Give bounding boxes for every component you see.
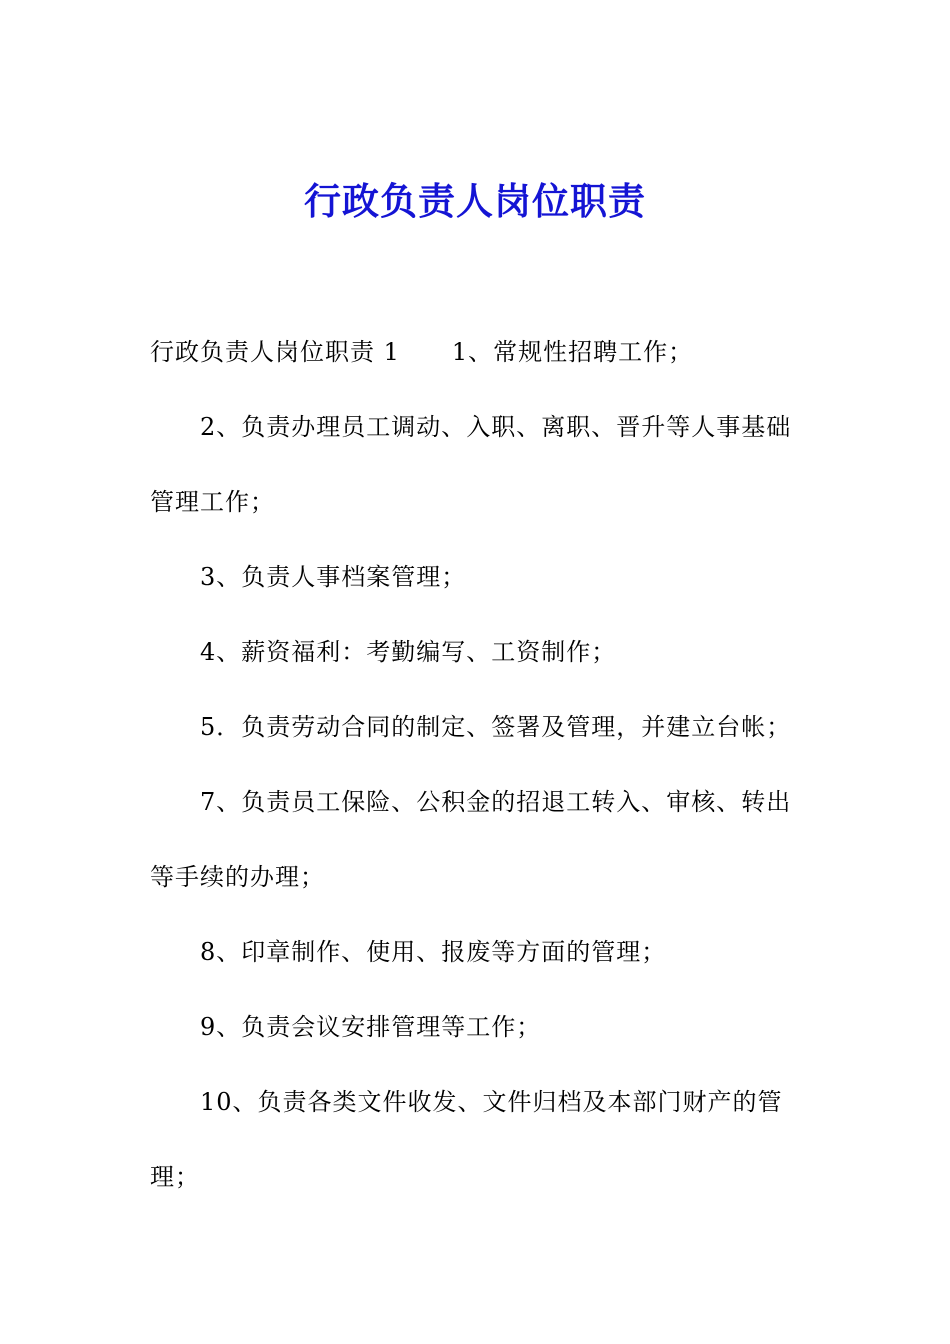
duty-item-10-continued: 理； (150, 1163, 200, 1191)
duty-item-2: 2、负责办理员工调动、入职、离职、晋升等人事基础 (200, 413, 792, 441)
duty-item-1: 1、常规性招聘工作； (451, 338, 694, 366)
duty-item-3: 3、负责人事档案管理； (200, 563, 467, 591)
duty-item-9: 9、负责会议安排管理等工作； (200, 1013, 542, 1041)
duty-item-2-continued: 管理工作； (150, 488, 275, 516)
duty-item-4: 4、薪资福利：考勤编写、工资制作； (200, 638, 617, 666)
duty-item-5: 5．负责劳动合同的制定、签署及管理，并建立台帐； (200, 713, 792, 741)
document-title: 行政负责人岗位职责 (304, 179, 646, 223)
duty-item-8: 8、印章制作、使用、报废等方面的管理； (200, 938, 667, 966)
duty-item-7-continued: 等手续的办理； (150, 863, 325, 891)
paragraph-first-line (150, 334, 693, 370)
duty-item-7: 7、负责员工保险、公积金的招退工转入、审核、转出 (200, 788, 792, 816)
duty-item-10: 10、负责各类文件收发、文件归档及本部门财产的管 (200, 1088, 783, 1116)
inline-heading: 行政负责人岗位职责 1 (150, 338, 400, 366)
